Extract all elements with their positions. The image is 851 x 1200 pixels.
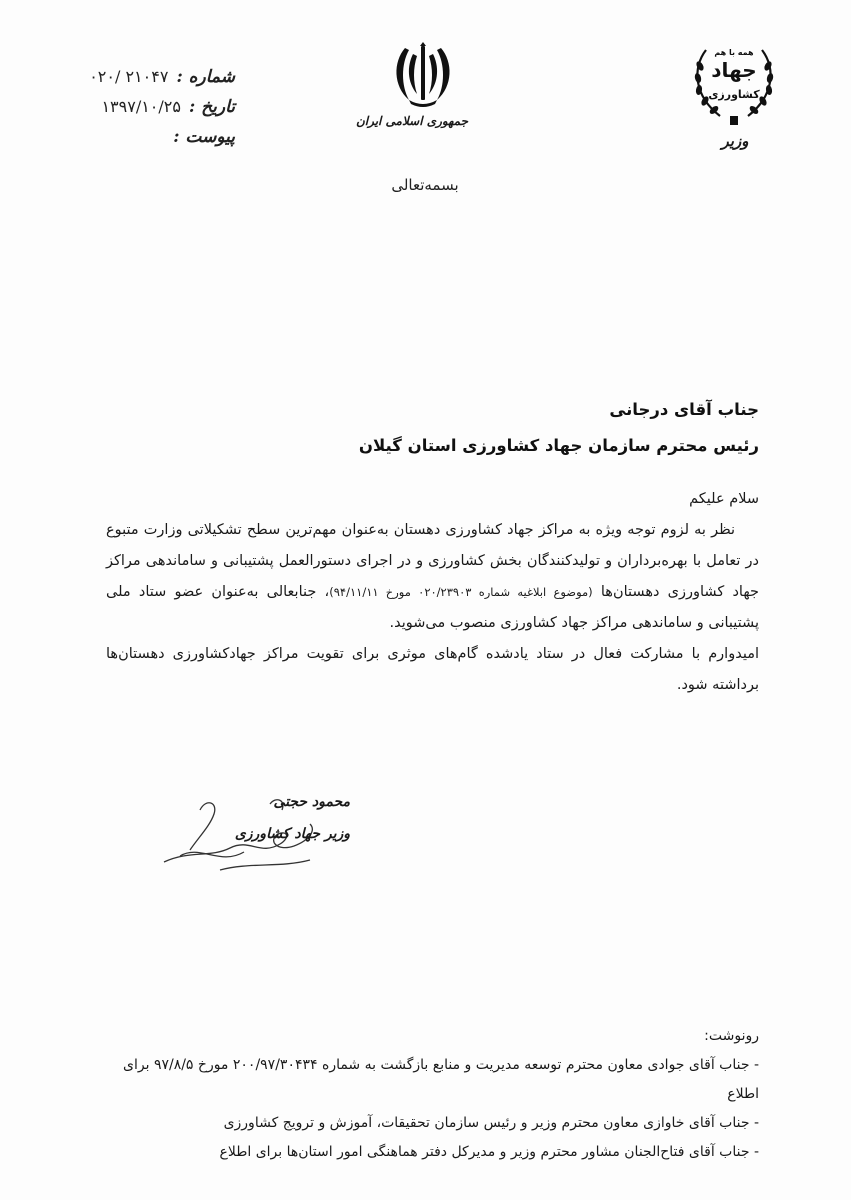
- letter-attachment-row: [80, 122, 235, 152]
- letter-body: [106, 484, 759, 701]
- body-paragraph-1: [106, 515, 759, 639]
- letter-date-row: [80, 92, 235, 122]
- logo-sub-text: کشاورزی: [708, 88, 760, 101]
- greeting: سلام علیکم: [689, 491, 759, 507]
- letter-date-value: ۱۳۹۷/۱۰/۲۵: [101, 97, 181, 116]
- logo-caption: وزیر: [721, 132, 749, 150]
- emblem-caption: جمهوری اسلامی ایران: [355, 114, 468, 128]
- body-paragraph-1-part-2: ، جنابعالی به‌عنوان عضو ستاد ملی پشتیبانی و ساماندهی مراکز جهاد کشاورزی منصوب می‌شوید.: [106, 584, 759, 631]
- body-paragraph-2: امیدوارم با مشارکت فعال در ستاد یادشده گام‌های موثری برای تقویت مراکز جهادکشاورزی دهستان‌ها برداشته شود.: [106, 646, 759, 693]
- letter-number-label: شماره :: [176, 67, 235, 87]
- cc-item: - جناب آقای خاوازی معاون محترم وزیر و رئیس سازمان تحقیقات، آموزش و ترویج کشاورزی: [223, 1115, 759, 1131]
- recipient-title: رئیس محترم سازمان جهاد کشاورزی استان گیلان: [358, 436, 759, 455]
- letter-attachment-label: پیوست :: [173, 127, 235, 147]
- recipient-name: جناب آقای درجانی: [609, 400, 759, 419]
- iran-emblem: [355, 42, 468, 128]
- cc-item: - جناب آقای فتاح‌الجنان مشاور محترم وزیر و مدیرکل دفتر هماهنگی امور استان‌ها برای اطلاع: [219, 1144, 759, 1160]
- letter-number-value: ۰۲۰/ ۲۱۰۴۷: [89, 67, 169, 86]
- signatory-title: وزیر جهاد کشاورزی: [234, 826, 350, 842]
- recipient-address: [359, 392, 759, 464]
- body-paragraph-1-part-1: نظر به لزوم توجه ویژه به مراکز جهاد کشاورزی دهستان به‌عنوان مهم‌ترین سطح تشکیلاتی وزارت متبوع در تعامل با بهره‌برداران و تولیدکنندگان بخش کشاورزی و در اجرای دستورالعمل پشتیبانی و ساماندهی مراکز جهاد کشاورزی دهستان‌ها: [106, 522, 759, 600]
- ministry-logo: [690, 36, 780, 150]
- letter-meta: [80, 62, 235, 152]
- cc-item: - جناب آقای جوادی معاون محترم توسعه مدیریت و منابع بازگشت به شماره ۲۰۰/۹۷/۳۰۴۳۴ مورخ ۹۷/۸/۵ برای اطلاع: [123, 1057, 759, 1102]
- signature-block: [160, 790, 360, 880]
- iran-emblem-icon: [391, 42, 455, 110]
- logo-top-text: همه با هم: [714, 48, 754, 57]
- basmala: بسمه‌تعالی: [391, 176, 459, 194]
- cc-label: رونوشت:: [704, 1028, 759, 1044]
- letter-date-label: تاریخ :: [188, 97, 235, 117]
- body-paragraph-1-reference: (موضوع ابلاغیه شماره ۰۲۰/۲۳۹۰۳ مورخ ۹۴/۱۱/۱۱): [329, 585, 593, 599]
- logo-main-text: جهاد: [711, 58, 757, 82]
- cc-list: [100, 1051, 759, 1167]
- cc-section: [100, 1022, 759, 1167]
- letter-number-row: [80, 62, 235, 92]
- ministry-logo-mark: [690, 36, 778, 126]
- signatory-name: محمود حجتی: [273, 794, 350, 810]
